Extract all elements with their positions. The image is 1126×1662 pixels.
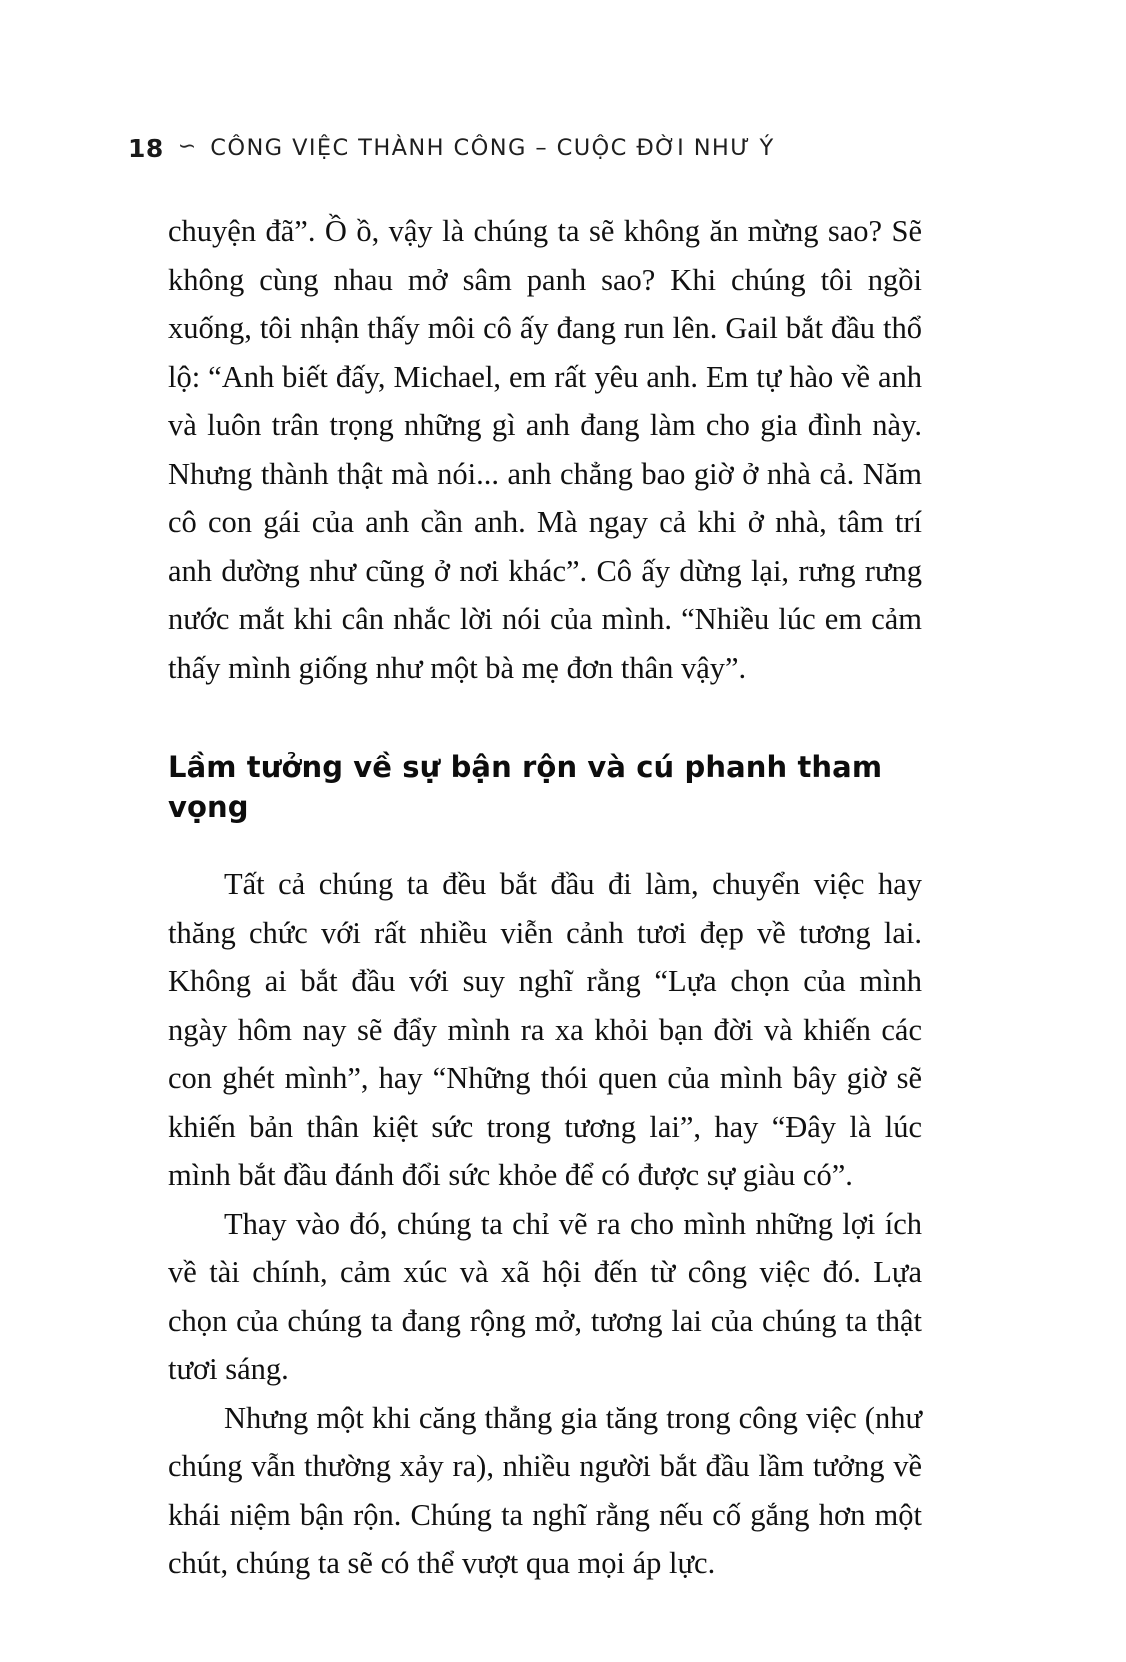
page-number: 18 — [128, 133, 164, 163]
spacer-after-heading — [168, 827, 922, 860]
text-column — [168, 207, 922, 1588]
paragraph-3: Thay vào đó, chúng ta chỉ vẽ ra cho mình những lợi ích về tài chính, cảm xúc và xã hội đến từ công việc đó. Lựa chọn của chúng ta đang rộng mở, tương lai của chúng ta thật tươi sáng. — [168, 1206, 922, 1386]
running-title: CÔNG VIỆC THÀNH CÔNG – CUỘC ĐỜI NHƯ Ý — [210, 135, 775, 161]
section-heading: Lầm tưởng về sự bận rộn và cú phanh tham vọng — [168, 750, 883, 824]
ornament-icon: ∽ — [177, 134, 197, 159]
paragraph-continuation: chuyện đã”. Ồ ồ, vậy là chúng ta sẽ không ăn mừng sao? Sẽ không cùng nhau mở sâm panh sao? Khi chúng tôi ngồi xuống, tôi nhận thấy môi cô ấy đang run lên. Gail bắt đầu thổ lộ: “Anh biết đấy, Michael, em rất yêu anh. Em tự hào về anh và luôn trân trọng những gì anh đang làm cho gia đình này. Nhưng thành thật mà nói... anh chẳng bao giờ ở nhà cả. Năm cô con gái của anh cần anh. Mà ngay cả khi ở nhà, tâm trí anh dường như cũng ở nơi khác”. Cô ấy dừng lại, rưng rưng nước mắt khi cân nhắc lời nói của mình. “Nhiều lúc em cảm thấy mình giống như một bà mẹ đơn thân vậy”. — [168, 214, 922, 685]
paragraph-2: Tất cả chúng ta đều bắt đầu đi làm, chuyển việc hay thăng chức với rất nhiều viễn cảnh tươi đẹp về tương lai. Không ai bắt đầu với suy nghĩ rằng “Lựa chọn của mình ngày hôm nay sẽ đẩy mình ra xa khỏi bạn đời và khiến các con ghét mình”, hay “Những thói quen của mình bây giờ sẽ khiến bản thân kiệt sức trong tương lai”, hay “Đây là lúc mình bắt đầu đánh đổi sức khỏe để có được sự giàu có”. — [168, 867, 922, 1192]
spacer-before-heading — [168, 692, 922, 747]
running-head — [128, 135, 998, 161]
paragraph-4: Nhưng một khi căng thẳng gia tăng trong công việc (như chúng vẫn thường xảy ra), nhiều người bắt đầu lầm tưởng về khái niệm bận rộn. Chúng ta nghĩ rằng nếu cố gắng hơn một chút, chúng ta sẽ có thể vượt qua mọi áp lực. — [168, 1400, 922, 1580]
